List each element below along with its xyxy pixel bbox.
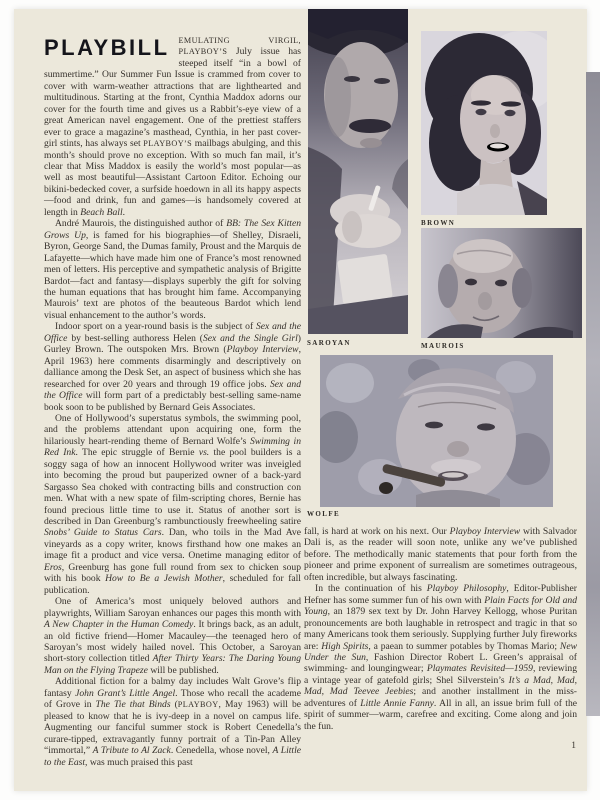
text-run: Indoor sport on a year-round basis is the subject of [55, 321, 256, 333]
paragraph [304, 583, 577, 732]
text-run: , was much praised this past [85, 756, 193, 768]
scan-edge-shadow [586, 72, 600, 716]
left-column [44, 35, 301, 768]
text-run: . Dan, who toils in the Mad Ave vineyards as a copy writer, knows firsthand how one makes an image fit a product and vice versa. Onetime managing editor of [44, 527, 301, 562]
text-run: Playmates Revisited—1959 [426, 663, 533, 675]
text-run: Plain Facts for Old and Young [304, 594, 577, 618]
brown-portrait-graphic [421, 31, 547, 215]
text-run: Eros [44, 561, 62, 573]
text-run: PLAYBOY’S [143, 139, 193, 149]
wolfe-portrait-graphic [320, 355, 553, 507]
text-run: , scheduled for fall publication. [44, 573, 301, 596]
text-run: A Little to the East [44, 745, 301, 768]
photo-maurois [421, 228, 582, 338]
text-run: ( [170, 699, 178, 711]
photo-brown [421, 31, 547, 215]
text-run: One of America’s most uniquely beloved authors and playwrights, William Saroyan enhances our pages this month with [44, 596, 301, 619]
playbill-masthead: PLAYBILL [44, 35, 170, 60]
text-run: . All in all, an issue brim full of the spirit of summer—warm, carefree and exciting. Come along and join the fun. [304, 697, 577, 732]
text-run: BB: The Sex Kitten Grows Up [44, 218, 301, 241]
text-run: . It brings back, as an adult, an old fictive friend—Homer Macauley—the teenaged hero of Saroyan’s most widely hailed novel. This October, a Saroyan short-story collection titled [44, 619, 301, 665]
paragraph [304, 526, 577, 583]
text-run: will be published. [147, 664, 219, 676]
photo-saroyan [308, 9, 408, 334]
paragraph [44, 218, 301, 321]
text-run: , Editor-Publisher Hefner has some summer fun of his own with [304, 583, 578, 606]
text-run: It’s a Mad, Mad, Mad, Mad Teevee Jeebies [304, 674, 577, 698]
text-run: . Those who recall the academe of Grove in [44, 687, 301, 711]
saroyan-portrait-graphic [308, 9, 408, 334]
photo-wolfe [320, 355, 553, 507]
caption-wolfe: WOLFE [307, 510, 341, 518]
text-run: , reviewing a vintage year of gatefold girls; Shel Silverstein’s [304, 663, 577, 686]
text-run: Sex and the Office [44, 321, 301, 344]
text-run: High Spirits [321, 640, 369, 652]
page-number: 1 [571, 741, 576, 751]
text-run: How to Be a Jewish Mother [105, 573, 223, 585]
paragraph [44, 596, 301, 676]
text-run: , April 1963) here comments disarmingly and descriptively on dalliance among the Desk Set, an aspect of business which she has researched for over 20 years and through 19 office jobs. [44, 344, 301, 390]
text-run: Swimming in Red Ink [44, 435, 302, 459]
maurois-portrait-graphic [421, 228, 582, 338]
text-run: , is famed for his biographies—of Shelley, Disraeli, Byron, George Sand, the Dumas family, Proust and the Marquis de Lafayette—which have made him one of France’s most renowned men of letters. His perceptive and sympathetic analysis of Brigitte Bardot—fact and fantasy—displays superbly the gift for solving the human equations that has brought him fame. Accompanying Maurois’ text are photos of the beauteous Bardot which lend visual enhancement to the author’s words. [44, 229, 302, 321]
text-run: Snobs’ Guide to Status Cars [44, 527, 162, 539]
text-run: The Tie that Binds [95, 699, 171, 711]
text-run: , Greenburg has gone full round from sex to chicken soup with his book [44, 561, 301, 585]
text-run: mailbags abulging, and this month’s should prove no exception. With so much fan mail, it’s clear that Miss Maddox is easily the world’s most popular—as well as most beautiful—Assistant Cartoon Editor. Echoing our bikini-bedecked cover, a surfside hoedown in all its happy aspects—food and drink, fun and games—is handsomely covered at length in [44, 138, 301, 218]
text-run: EMULATING VIRGIL, PLAYBOY’S [178, 36, 301, 57]
paragraph [44, 35, 301, 218]
text-run: , a paean to summer potables by Thomas Mario; [368, 640, 560, 652]
text-run: by best-selling authoress Helen ( [67, 332, 203, 344]
caption-maurois: MAUROIS [421, 342, 465, 350]
text-run: ; and another installment in the miss-adventures of [304, 686, 577, 709]
text-run: July issue has steeped itself “in a bowl of summertime.” Our Summer Fun Issue is crammed from cover to cover with warm-weather attractions that are lighthearted and multitudinous. Starting at the front, Cynthia Maddox adorns our cover for the fourth time and gives us a Rabbit’s-eye view of a great American navel engagement. One of the prettiest staffers ever to grace a magazine’s masthead, Cynthia, in her past cover-girl stints, has always set [44, 46, 301, 150]
left-column-text [44, 35, 301, 768]
text-run: PLAYBOY [177, 700, 219, 710]
text-run: Little Annie Fanny [360, 697, 434, 709]
text-run: the pool builders is a soggy saga of how an innocent Hollywood writer was inveigled into becoming the proud but pauperized owner of a back-yard Sargasso Sea choked with contracting bills and construction con men. What with a new spate of film-scripting chores, Bernie has found precious little time to use it. Status of another sort is described in Dan Greenburg’s rambunctiously freewheeling satire [44, 447, 301, 528]
text-run: , Fashion Director Robert L. Green’s appraisal of swimming- and loungingwear; [304, 651, 578, 675]
text-run: vs. [198, 447, 210, 459]
text-run: John Grant’s Little Angel [75, 687, 176, 699]
text-run: , an 1879 sex text by Dr. John Harvey Kellogg, whose Puritan pronouncements are both laughable in retrospect and tragic in that so many Americans took them seriously. Supplying further July fireworks are: [304, 606, 577, 652]
right-column [304, 526, 577, 732]
text-run: fall, is hard at work on his next. Our [304, 526, 450, 537]
text-run: After Thirty Years: The Daring Young Man on the Flying Trapeze [44, 653, 301, 676]
paragraph [44, 321, 301, 413]
text-run: In the continuation of his [315, 583, 427, 595]
caption-brown: BROWN [421, 219, 456, 227]
paragraph [44, 676, 301, 768]
text-run: New Under the Sun [304, 640, 577, 663]
paragraph [44, 413, 301, 596]
text-run: Playboy Interview [226, 344, 299, 356]
text-run: A Tribute to Al Zack [92, 745, 171, 757]
text-run: will form part of a predictably best-selling same-name book soon to be published by Bernard Geis Associates. [44, 390, 301, 413]
text-run: ) Gurley Brown. The outspoken Mrs. Brown ( [44, 332, 301, 356]
text-run: Sex and the Office [44, 378, 302, 402]
text-run: with Salvador Dali is, as the reader will soon note, unlike any we’ve published before. The methodically manic statements that pour forth from the pioneer and prime exponent of surrealism are sometimes outrageous, often incredible, but always fascinating. [304, 526, 577, 583]
text-run: . [122, 206, 126, 218]
text-run: Playboy Philosophy [426, 583, 507, 595]
right-column-text [304, 526, 577, 732]
text-run: A New Chapter in the Human Comedy [44, 619, 194, 631]
text-run: Sex and the Single Girl [202, 332, 298, 344]
text-run: One of Hollywood’s superstatus symbols, the swimming pool, and the problems attendant upon acquiring one, form the hilariously heart-rending theme of Bernard Wolfe’s [44, 412, 301, 447]
caption-saroyan: SAROYAN [307, 339, 351, 347]
text-run: Additional fiction for a balmy day includes Walt Grove’s flip fantasy [44, 676, 301, 699]
text-run: André Maurois, the distinguished author of [55, 218, 227, 230]
text-run: . The epic struggle of Bernie [75, 447, 199, 459]
text-run: , May 1963) will be pleased to know that he is ivy-deep in a novel on campus life. Augmenting our fanciful summer stock is Robert Cenedella’s curare-tipped, extravagantly funny portrait of a Tin-Pan Alley “immortal,” [44, 699, 302, 757]
text-run: Beach Ball [80, 206, 123, 218]
text-run: Playboy Interview [449, 526, 521, 537]
text-run: . Cenedella, whose novel, [170, 745, 273, 757]
